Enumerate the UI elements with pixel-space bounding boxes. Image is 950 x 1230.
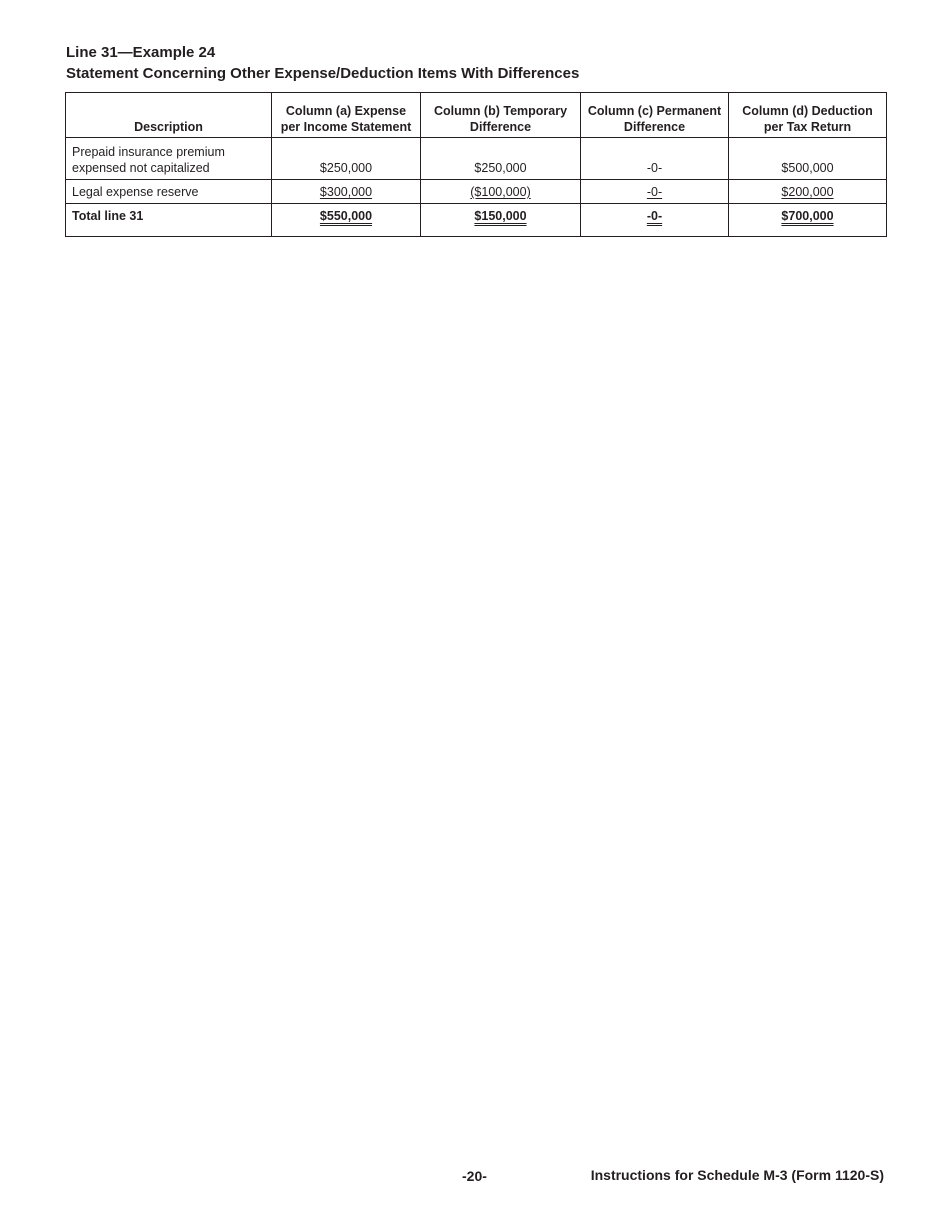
heading-statement-title: Statement Concerning Other Expense/Deduction Items With Differences: [66, 65, 580, 82]
table-row: [66, 138, 887, 180]
cell-col-b: $250,000: [421, 138, 581, 180]
header-col-d: Column (d) Deduction per Tax Return: [729, 93, 887, 138]
cell-col-c: -0-: [581, 138, 729, 180]
table-header-row: [66, 93, 887, 138]
cell-col-d: $700,000: [729, 204, 887, 237]
cell-col-a: $300,000: [272, 180, 421, 204]
row-description: Total line 31: [66, 204, 272, 237]
cell-col-a: $550,000: [272, 204, 421, 237]
cell-col-b: ($100,000): [421, 180, 581, 204]
cell-col-c: -0-: [581, 204, 729, 237]
row-description: Prepaid insurance premium expensed not capitalized: [66, 138, 272, 180]
page-number: -20-: [462, 1168, 487, 1184]
table-row: [66, 180, 887, 204]
cell-col-b: $150,000: [421, 204, 581, 237]
document-title: Instructions for Schedule M-3 (Form 1120-S): [590, 1167, 884, 1183]
header-col-b: Column (b) Temporary Difference: [421, 93, 581, 138]
cell-col-d: $200,000: [729, 180, 887, 204]
header-col-c: Column (c) Permanent Difference: [581, 93, 729, 138]
header-description: Description: [66, 93, 272, 138]
cell-col-c: -0-: [581, 180, 729, 204]
row-description: Legal expense reserve: [66, 180, 272, 204]
table-total-row: [66, 204, 887, 237]
heading-line-title: Line 31—Example 24: [66, 44, 216, 61]
cell-col-d: $500,000: [729, 138, 887, 180]
header-col-a: Column (a) Expense per Income Statement: [272, 93, 421, 138]
section-heading: [66, 42, 886, 84]
cell-col-a: $250,000: [272, 138, 421, 180]
statement-table: [65, 92, 887, 237]
